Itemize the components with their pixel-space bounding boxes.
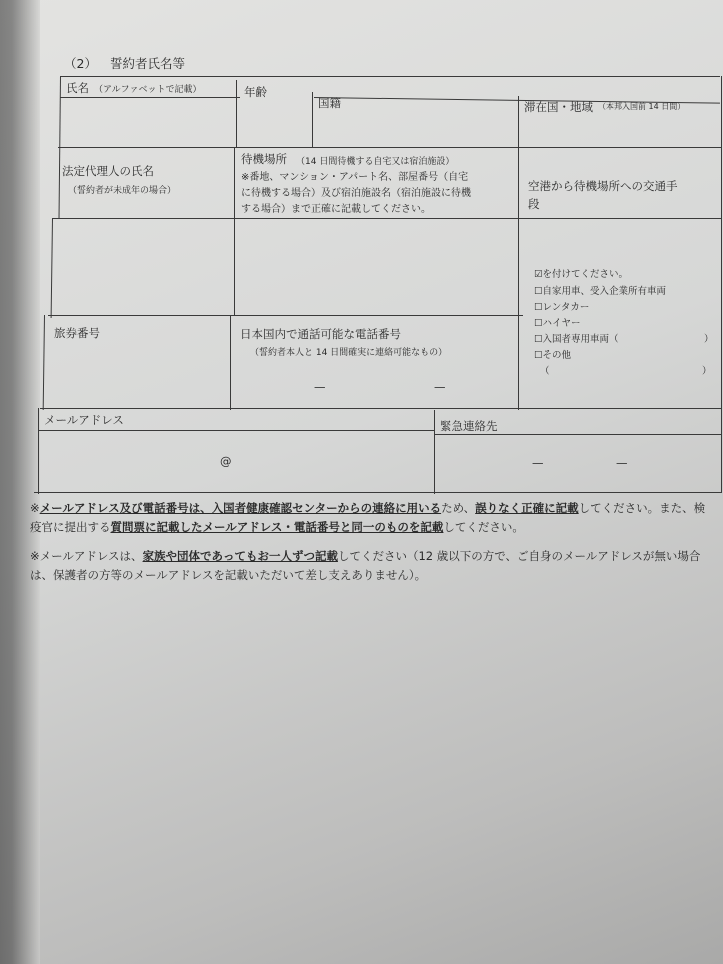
nationality-field[interactable]	[314, 112, 516, 146]
guardian-label: 法定代理人の氏名	[62, 164, 154, 178]
section-number: （2）	[64, 56, 97, 71]
phone-dash-1: —	[314, 380, 326, 394]
emergency-dash-2: —	[616, 456, 628, 470]
note1-underlined: 質問票に記載したメールアドレス・電話番号と同一のものを記載	[110, 520, 444, 534]
transport-option-other[interactable]: ☐その他	[534, 350, 572, 361]
age-label: 年齢	[244, 85, 267, 99]
phone-label: 日本国内で通話可能な電話番号	[240, 327, 401, 341]
name-field[interactable]	[62, 98, 234, 146]
transport-option-hire-car[interactable]: ☐ハイヤー	[534, 318, 581, 329]
stay-country-label: 滞在国・地域	[524, 100, 593, 114]
passport-number-field[interactable]	[48, 350, 226, 406]
email-field[interactable]	[40, 432, 432, 490]
guardian-name-field[interactable]	[56, 221, 230, 313]
passport-label: 旅券番号	[54, 326, 100, 340]
note1-underlined: メールアドレス及び電話番号は、入国者健康確認センターからの連絡に用いる	[39, 501, 442, 515]
transport-label-cont: 段	[528, 197, 540, 211]
note1-part: してください。また、検疫官に提出する	[30, 501, 706, 534]
phone-note: （誓約者本人と 14 日間確実に連絡可能なもの）	[250, 348, 448, 358]
waiting-place-field[interactable]	[236, 221, 516, 313]
waiting-place-label: 待機場所	[241, 152, 287, 166]
note1-underlined: 誤りなく正確に記載	[475, 501, 579, 515]
email-label: メールアドレス	[44, 413, 124, 427]
dedicated-vehicle-close-paren: ）	[704, 334, 714, 345]
phone-number-field[interactable]	[234, 362, 516, 406]
name-label: 氏名	[66, 81, 89, 95]
nationality-label: 国籍	[318, 96, 341, 110]
note2-part: してください（12 歳以下の方で、ご自身のメールアドレスが無い場合は、保護者の方等のメールアドレスを記載いただいて差し支えありません）。	[30, 549, 701, 582]
emergency-contact-label: 緊急連絡先	[440, 419, 498, 433]
email-per-person-note	[30, 547, 710, 585]
waiting-place-detail-2: に待機する場合）及び宿泊施設名（宿泊施設に待機	[241, 188, 471, 199]
transport-option-rental-car[interactable]: ☐レンタカー	[534, 302, 590, 313]
guardian-note: （誓約者が未成年の場合）	[68, 186, 177, 196]
contact-accuracy-note	[30, 499, 710, 537]
age-field[interactable]	[238, 98, 310, 146]
other-close-paren: ）	[702, 366, 712, 377]
emergency-dash-1: —	[532, 456, 544, 470]
note2-underlined: 家族や団体であってもお一人ずつ記載	[142, 549, 338, 563]
section-title: 誓約者氏名等	[110, 56, 186, 71]
email-at-sign: @	[220, 454, 232, 468]
note1-part: してください。	[443, 520, 524, 534]
waiting-place-detail-1: ※番地、マンション・アパート名、部屋番号（自宅	[241, 172, 469, 183]
emergency-contact-field[interactable]	[436, 436, 720, 490]
note1-part: ため、	[441, 501, 476, 515]
note2-part: ※メールアドレスは、	[30, 549, 143, 563]
stay-country-field[interactable]	[520, 116, 718, 146]
note1-part: ※	[30, 501, 40, 515]
stay-country-note: （本邦入国前 14 日間）	[598, 102, 686, 111]
other-open-paren: （	[540, 366, 550, 377]
transport-instruction: ☑を付けてください。	[534, 269, 629, 280]
waiting-place-note: （14 日間待機する自宅又は宿泊施設）	[296, 157, 455, 167]
transport-option-dedicated-vehicle[interactable]: ☐入国者専用車両（	[534, 334, 619, 345]
transport-option-private-car[interactable]: ☐自家用車、受入企業所有車両	[534, 286, 667, 297]
waiting-place-detail-3: する場合）まで正確に記載してください。	[241, 204, 431, 215]
underlying-page-edge	[0, 0, 40, 964]
phone-dash-2: —	[434, 380, 446, 394]
name-note: （アルファベットで記載）	[94, 85, 202, 95]
transport-label: 空港から待機場所への交通手	[528, 179, 678, 193]
